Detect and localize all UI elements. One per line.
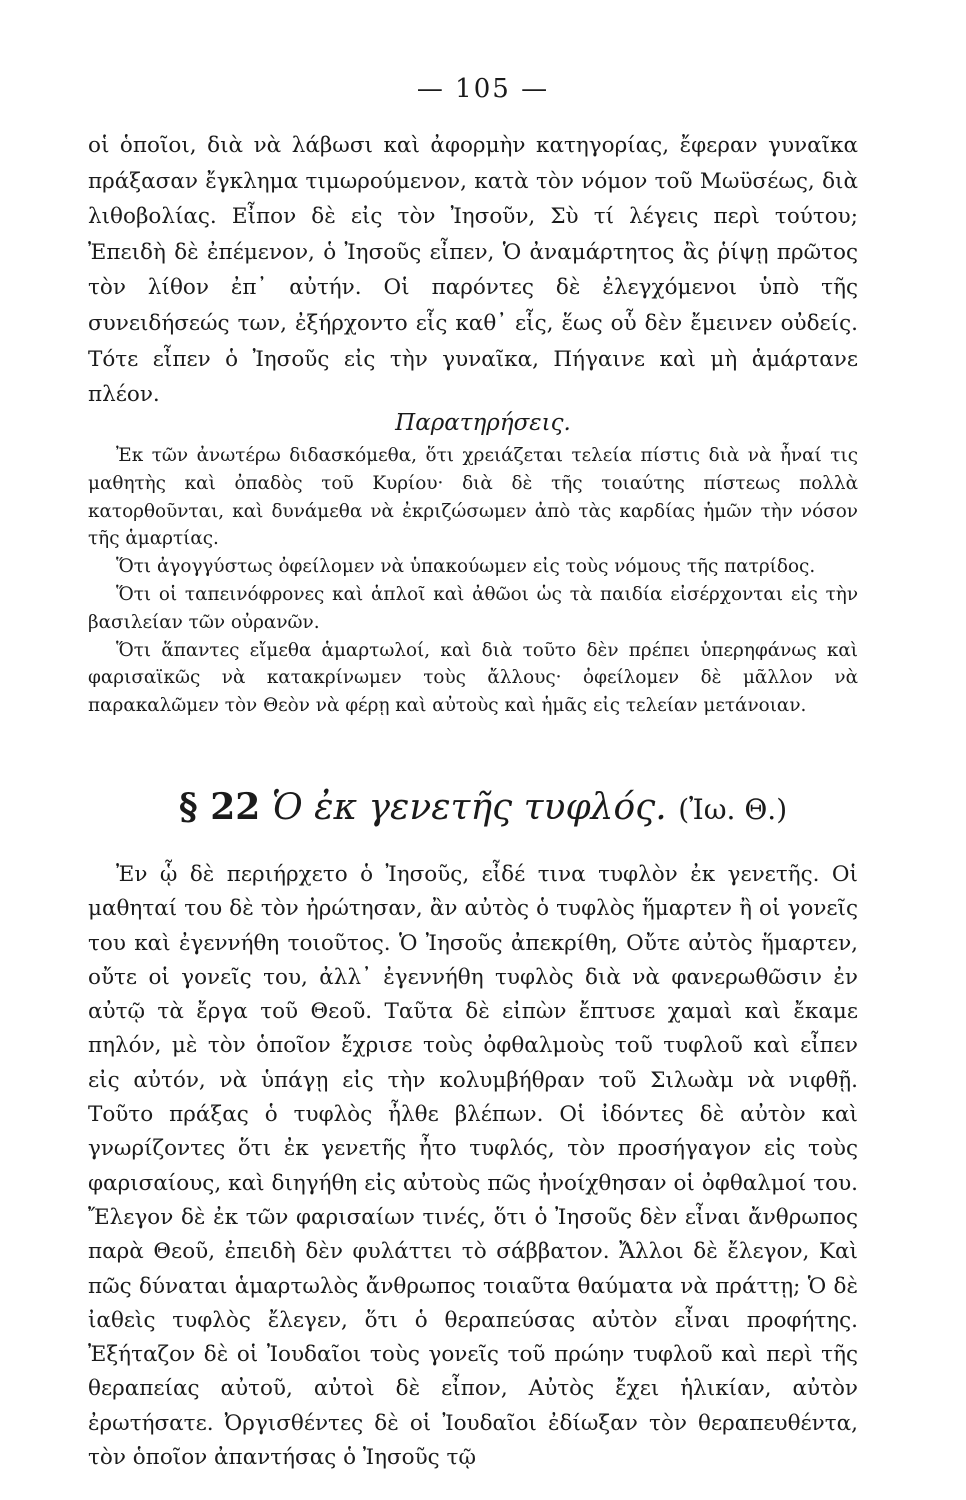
- notes-list: [88, 442, 858, 720]
- section-paragraph: Ἐν ᾧ δὲ περιήρχετο ὁ Ἰησοῦς, εἶδέ τινα τυφλὸν ἐκ γενετῆς. Οἱ μαθηταί του δὲ τὸν ἠρώτησαν, ἂν αὐτὸς ὁ τυφλὸς ἥμαρτεν ἢ οἱ γονεῖς του καὶ ἐγεννήθη τοιοῦτος. Ὁ Ἰησοῦς ἀπεκρίθη, Οὔτε αὐτὸς ἥμαρτεν, οὔτε οἱ γονεῖς του, ἀλλ᾽ ἐγεννήθη τυφλὸς διὰ νὰ φανερωθῶσιν ἐν αὐτῷ τὰ ἔργα τοῦ Θεοῦ. Ταῦτα δὲ εἰπὼν ἔπτυσε χαμαὶ καὶ ἔκαμε πηλόν, μὲ τὸν ὁποῖον ἔχρισε τοὺς ὀφθαλμοὺς τοῦ τυφλοῦ καὶ εἶπεν εἰς αὐτόν, νὰ ὑπάγῃ εἰς τὴν κολυμβήθραν τοῦ Σιλωὰμ νὰ νιφθῇ. Τοῦτο πράξας ὁ τυφλὸς ἦλθε βλέπων. Οἱ ἰδόντες δὲ αὐτὸν καὶ γνωρίζοντες ὅτι ἐκ γενετῆς ἦτο τυφλός, τὸν προσήγαγον εἰς τοὺς φαρισαίους, καὶ διηγήθη εἰς αὐτοὺς πῶς ἠνοίχθησαν οἱ ὀφθαλμοί του. Ἔλεγον δὲ ἐκ τῶν φαρισαίων τινές, ὅτι ὁ Ἰησοῦς δὲν εἶναι ἄνθρωπος παρὰ Θεοῦ, ἐπειδὴ δὲν φυλάττει τὸ σάββατον. Ἄλλοι δὲ ἔλεγον, Καὶ πῶς δύναται ἁμαρτωλὸς ἄνθρωπος τοιαῦτα θαύματα νὰ πράττῃ; Ὁ δὲ ἰαθεὶς τυφλὸς ἔλεγεν, ὅτι ὁ θεραπεύσας αὐτὸν εἶναι προφήτης. Ἐξήταζον δὲ οἱ Ἰουδαῖοι τοὺς γονεῖς τοῦ πρώην τυφλοῦ καὶ περὶ τῆς θεραπείας αὐτοῦ, αὐτοὶ δὲ εἶπον, Αὐτὸς ἔχει ἡλικίαν, αὐτὸν ἐρωτήσατε. Ὀργισθέντες δὲ οἱ Ἰουδαῖοι ἐδίωξαν τὸν θεραπευθέντα, τὸν ὁποῖον ἀπαντήσας ὁ Ἰησοῦς τῷ: [88, 862, 858, 1471]
- page-number: — 105 —: [416, 74, 550, 104]
- section-number: § 22: [178, 786, 261, 828]
- note-paragraph: Ὅτι οἱ ταπεινόφρονες καὶ ἁπλοῖ καὶ ἀθῶοι ὡς τὰ παιδία εἰσέρχονται εἰς τὴν βασιλείαν τῶν οὐρανῶν.: [88, 583, 858, 633]
- note-paragraph: Ὅτι ἀγογγύστως ὀφείλομεν νὰ ὑπακούωμεν εἰς τοὺς νόμους τῆς πατρίδος.: [116, 556, 816, 578]
- section-title: [0, 786, 966, 828]
- note-paragraph: Ἐκ τῶν ἀνωτέρω διδασκόμεθα, ὅτι χρειάζεται τελεία πίστις διὰ νὰ ἦναί τις μαθητὴς καὶ ὀπαδὸς τοῦ Κυρίου· διὰ δὲ τῆς τοιαύτης πίστεως πολλὰ κατορθοῦνται, καὶ δυνάμεθα νὰ ἐκριζώσωμεν ἀπὸ τὰς καρδίας ἡμῶν τὴν νόσον τῆς ἁμαρτίας.: [88, 445, 858, 550]
- section-reference: (Ἰω. Θ.): [678, 793, 788, 826]
- section-name: Ὁ ἐκ γενετῆς τυφλός.: [271, 787, 667, 828]
- notes-heading: Παρατηρήσεις.: [395, 410, 571, 436]
- note-paragraph: Ὅτι ἅπαντες εἴμεθα ἁμαρτωλοί, καὶ διὰ τοῦτο δὲν πρέπει ὑπερηφάνως καὶ φαρισαϊκῶς νὰ κατακρίνωμεν τοὺς ἄλλους· ὀφείλομεν δὲ μᾶλλον νὰ παρακαλῶμεν τὸν Θεὸν νὰ φέρῃ καὶ αὐτοὺς καὶ ἡμᾶς εἰς τελείαν μετάνοιαν.: [88, 639, 858, 717]
- opening-paragraph: οἱ ὁποῖοι, διὰ νὰ λάβωσι καὶ ἀφορμὴν κατηγορίας, ἔφεραν γυναῖκα πράξασαν ἔγκλημα τιμωρούμενον, κατὰ τὸν νόμον τοῦ Μωϋσέως, διὰ λιθοβολίας. Εἶπον δὲ εἰς τὸν Ἰησοῦν, Σὺ τί λέγεις περὶ τούτου; Ἐπειδὴ δὲ ἐπέμενον, ὁ Ἰησοῦς εἶπεν, Ὁ ἀναμάρτητος ἂς ῥίψῃ πρῶτος τὸν λίθον ἐπ᾽ αὐτήν. Οἱ παρόντες δὲ ἐλεγχόμενοι ὑπὸ τῆς συνειδήσεώς των, ἐξήρχοντο εἷς καθ᾽ εἷς, ἕως οὗ δὲν ἔμεινεν οὐδείς. Τότε εἶπεν ὁ Ἰησοῦς εἰς τὴν γυναῖκα, Πήγαινε καὶ μὴ ἁμάρτανε πλέον.: [88, 133, 858, 408]
